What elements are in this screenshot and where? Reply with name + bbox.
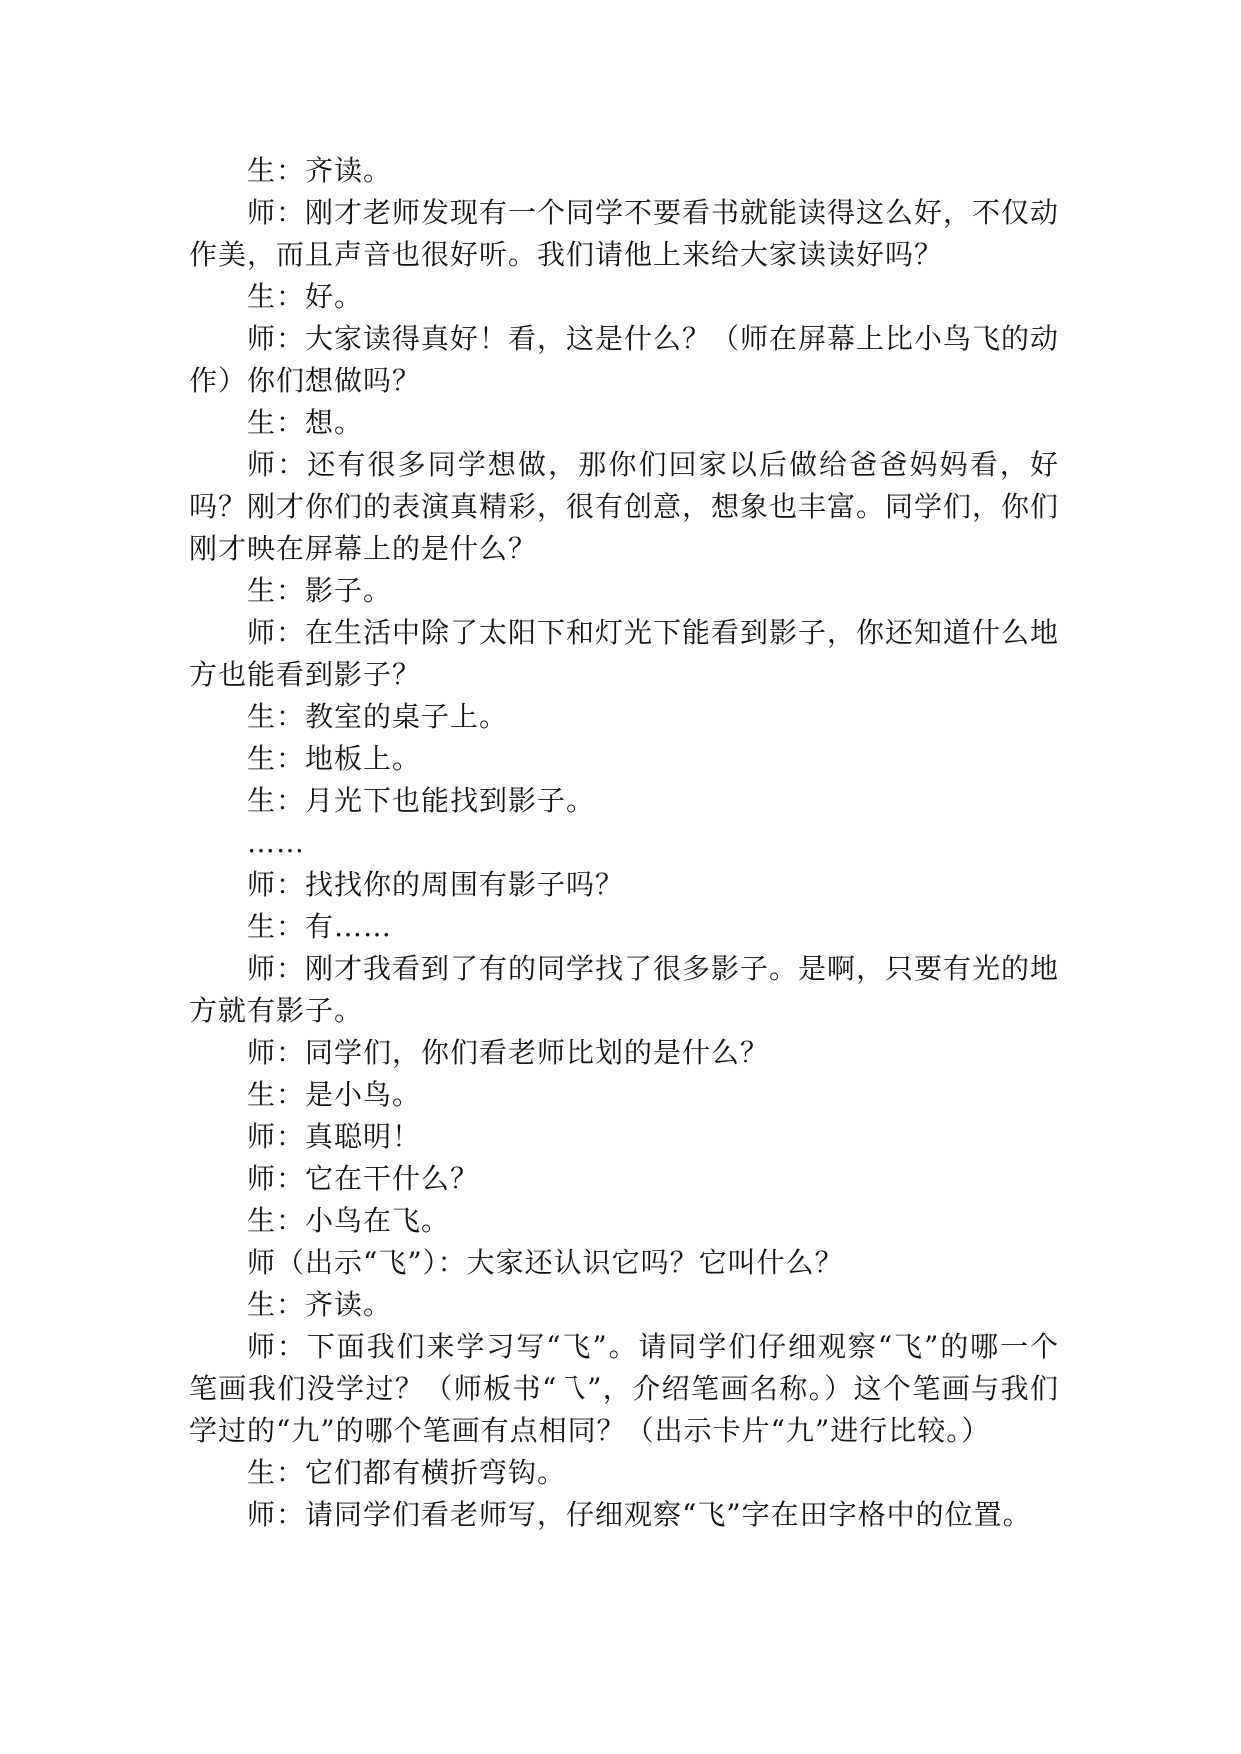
document-body	[189, 150, 1059, 1536]
paragraph: 生：地板上。	[247, 742, 422, 775]
paragraph: 师：刚才我看到了有的同学找了很多影子。是啊，只要有光的地方就有影子。	[189, 952, 1060, 1027]
paragraph: 生：齐读。	[247, 1288, 393, 1321]
paragraph: 生：好。	[247, 280, 364, 313]
paragraph: 生：影子。	[247, 574, 393, 607]
paragraph: 师：刚才老师发现有一个同学不要看书就能读得这么好，不仅动作美，而且声音也很好听。我们请他上来给大家读读好吗？	[189, 196, 1060, 271]
paragraph: 生：齐读。	[247, 154, 393, 187]
paragraph: 师（出示“飞”）：大家还认识它吗？它叫什么？	[247, 1246, 844, 1279]
paragraph: 师：下面我们来学习写“飞”。请同学们仔细观察“飞”的哪一个笔画我们没学过？（师板书“乁”，介绍笔画名称。）这个笔画与我们学过的“九”的哪个笔画有点相同？（出示卡片“九”进行比较。）	[189, 1330, 1059, 1447]
paragraph: 生：它们都有横折弯钩。	[247, 1456, 567, 1489]
ellipsis-line: ……	[247, 826, 305, 859]
paragraph: 师：还有很多同学想做，那你们回家以后做给爸爸妈妈看，好吗？刚才你们的表演真精彩，很有创意，想象也丰富。同学们，你们刚才映在屏幕上的是什么？	[189, 448, 1060, 565]
paragraph: 生：小鸟在飞。	[247, 1204, 451, 1237]
paragraph: 师：真聪明！	[247, 1120, 422, 1153]
paragraph: 师：同学们，你们看老师比划的是什么？	[247, 1036, 770, 1069]
paragraph: 生：是小鸟。	[247, 1078, 422, 1111]
paragraph: 师：找找你的周围有影子吗？	[247, 868, 625, 901]
paragraph: 生：教室的桌子上。	[247, 700, 509, 733]
paragraph: 生：月光下也能找到影子。	[247, 784, 596, 817]
paragraph: 师：在生活中除了太阳下和灯光下能看到影子，你还知道什么地方也能看到影子？	[189, 616, 1060, 691]
paragraph: 生：想。	[247, 406, 364, 439]
paragraph: 师：请同学们看老师写，仔细观察“飞”字在田字格中的位置。	[247, 1498, 1032, 1531]
paragraph: 师：它在干什么？	[247, 1162, 480, 1195]
paragraph: 师：大家读得真好！看，这是什么？（师在屏幕上比小鸟飞的动作）你们想做吗？	[189, 322, 1060, 397]
paragraph: 生：有……	[247, 910, 393, 943]
